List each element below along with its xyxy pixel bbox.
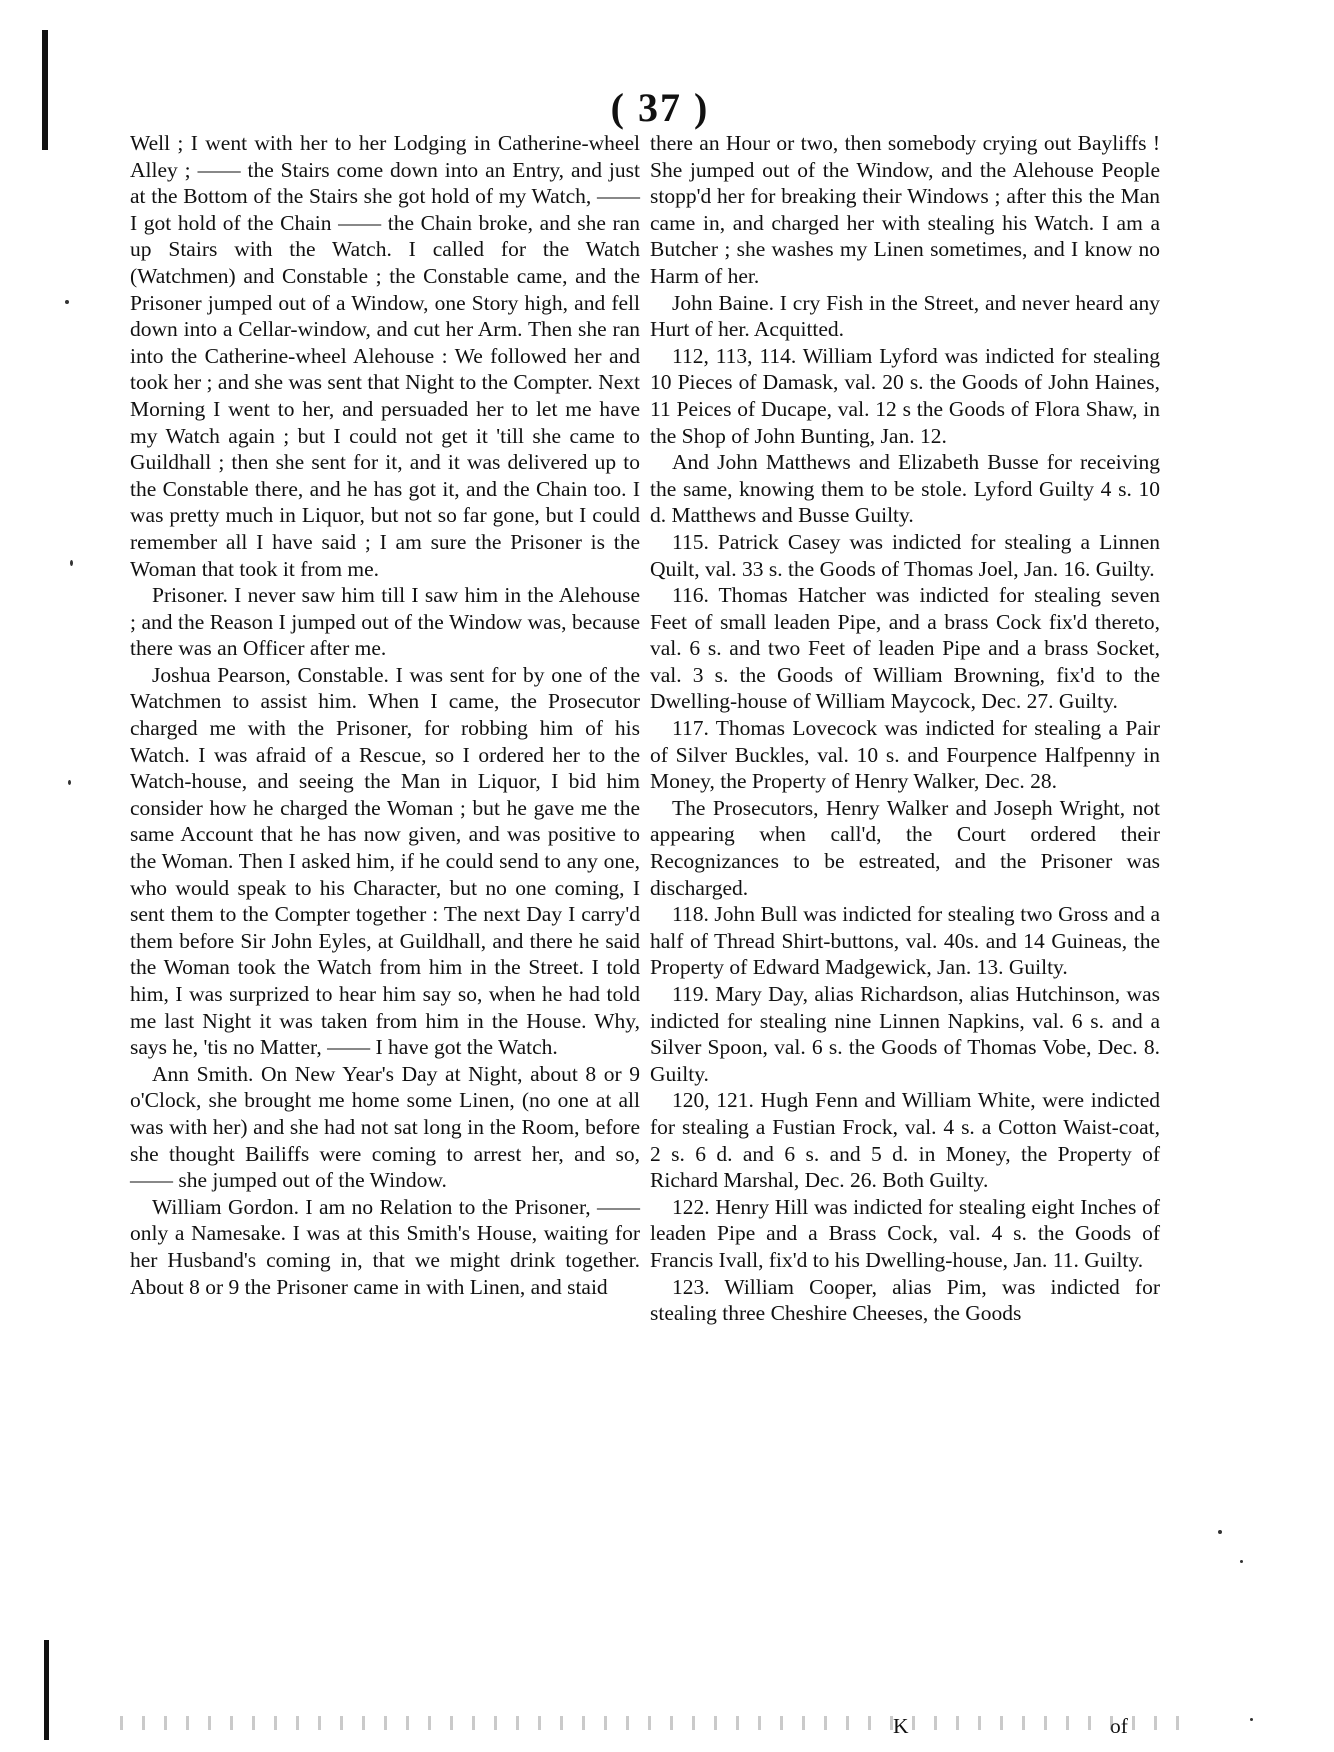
paragraph: 118. John Bull was indicted for stealing two Gross and a half of Thread Shirt-buttons, val. 40s. and 14 Guineas, the Property of Edward Madgewick, Jan. 13. Guilty. bbox=[650, 902, 1160, 980]
paragraph: 122. Henry Hill was indicted for stealing eight Inches of leaden Pipe and a Brass Cock, val. 4 s. the Goods of Francis Ivall, fix'd to his Dwelling-house, Jan. 11. Guilty. bbox=[650, 1194, 1160, 1272]
left-column bbox=[130, 130, 640, 1300]
paragraph: 116. Thomas Hatcher was indicted for stealing seven Feet of small leaden Pipe, and a brass Cock fix'd thereto, val. 6 s. and two Feet of leaden Pipe and a brass Socket, val. 3 s. the Goods of William Browning, fix'd to the Dwelling-house of William Maycock, Dec. 27. Guilty. bbox=[650, 583, 1160, 714]
paragraph: Prisoner. I never saw him till I saw him in the Alehouse ; and the Reason I jumped out of the Window was, because there was an Officer after me. bbox=[130, 583, 640, 661]
paragraph: 117. Thomas Lovecock was indicted for stealing a Pair of Silver Buckles, val. 10 s. and Fourpence Halfpenny in Money, the Property of Henry Walker, Dec. 28. bbox=[650, 716, 1160, 794]
paragraph: The Prosecutors, Henry Walker and Joseph Wright, not appearing when call'd, the Court ordered their Recognizances to be estreated, and the Prisoner was discharged. bbox=[650, 795, 1160, 900]
scan-speck bbox=[1250, 1718, 1253, 1721]
paragraph: Well ; I went with her to her Lodging in Catherine-wheel Alley ; —— the Stairs come down into an Entry, and just at the Bottom of the Stairs she got hold of my Watch, —— I got hold of the Chain —— the Chain broke, and she ran up Stairs with the Watch. I called for the Watch (Watchmen) and Constable ; the Constable came, and the Prisoner jumped out of a Window, one Story high, and fell down into a Cellar-window, and cut her Arm. Then she ran into the Catherine-wheel Alehouse : We followed her and took her ; and she was sent that Night to the Compter. Next Morning I went to her, and persuaded her to let me have my Watch again ; but I could not get it 'till she came to Guildhall ; then she sent for it, and it was delivered up to the Constable there, and he has got it, and the Chain too. I was pretty much in Liquor, but not so far gone, but I could remember all I have said ; I am sure the Prisoner is the Woman that took it from me. bbox=[130, 131, 640, 581]
scan-speck bbox=[70, 560, 73, 566]
paragraph: 115. Patrick Casey was indicted for stealing a Linnen Quilt, val. 33 s. the Goods of Thomas Joel, Jan. 16. Guilty. bbox=[650, 529, 1160, 581]
binding-edge-mark bbox=[42, 30, 48, 150]
scan-speck bbox=[1218, 1530, 1222, 1534]
paragraph: Joshua Pearson, Constable. I was sent for by one of the Watchmen to assist him. When I came, the Prosecutor charged me with the Prisoner, for robbing him of his Watch. I was afraid of a Rescue, so I ordered her to the Watch-house, and seeing the Man in Liquor, I bid him consider how he charged the Woman ; but he gave me the same Account that he has now given, and was positive to the Woman. Then I asked him, if he could send to any one, who would speak to his Character, but no one coming, I sent them to the Compter together : The next Day I carry'd them before Sir John Eyles, at Guildhall, and there he said the Woman took the Watch from him in the Street. I told him, I was surprized to hear him say so, when he had told me last Night it was taken from him in the House. Why, says he, 'tis no Matter, —— I have got the Watch. bbox=[130, 662, 640, 1060]
paragraph: John Baine. I cry Fish in the Street, and never heard any Hurt of her. Acquitted. bbox=[650, 290, 1160, 342]
paragraph: 123. William Cooper, alias Pim, was indicted for stealing three Cheshire Cheeses, the Goods bbox=[650, 1274, 1160, 1326]
signature-mark: K bbox=[893, 1714, 909, 1738]
paragraph: And John Matthews and Elizabeth Busse for receiving the same, knowing them to be stole. Lyford Guilty 4 s. 10 d. Matthews and Busse Guilty. bbox=[650, 450, 1160, 528]
page-number: ( 37 ) bbox=[610, 85, 710, 130]
scan-speck bbox=[65, 300, 69, 304]
paragraph: there an Hour or two, then somebody crying out Bayliffs ! She jumped out of the Window, and the Alehouse People stopp'd her for breaking their Windows ; after this the Man came in, and charged her with stealing his Watch. I am a Butcher ; she washes my Linen sometimes, and I know no Harm of her. bbox=[650, 131, 1160, 288]
scan-speck bbox=[1240, 1560, 1243, 1563]
binding-edge-mark bbox=[44, 1640, 49, 1740]
paragraph: 120, 121. Hugh Fenn and William White, were indicted for stealing a Fustian Frock, val. 4 s. a Cotton Waist-coat, 2 s. 6 d. and 6 s. and 5 d. in Money, the Property of Richard Marshal, Dec. 26. Both Guilty. bbox=[650, 1088, 1160, 1193]
catchword: of bbox=[1110, 1714, 1128, 1738]
paragraph: 112, 113, 114. William Lyford was indicted for stealing 10 Pieces of Damask, val. 20 s. the Goods of John Haines, 11 Peices of Ducape, val. 12 s the Goods of Flora Shaw, in the Shop of John Bunting, Jan. 12. bbox=[650, 343, 1160, 448]
paragraph: William Gordon. I am no Relation to the Prisoner, —— only a Namesake. I was at this Smith's House, waiting for her Husband's coming in, that we might drink together. About 8 or 9 the Prisoner came in with Linen, and staid bbox=[130, 1194, 640, 1299]
right-column bbox=[650, 130, 1160, 1327]
paragraph: Ann Smith. On New Year's Day at Night, about 8 or 9 o'Clock, she brought me home some Linen, (no one at all was with her) and she had not sat long in the Room, before she thought Bailiffs were coming to arrest her, and so, —— she jumped out of the Window. bbox=[130, 1061, 640, 1193]
scan-noise-strip bbox=[120, 1716, 1180, 1730]
paragraph: 119. Mary Day, alias Richardson, alias Hutchinson, was indicted for stealing nine Linnen Napkins, val. 6 s. and a Silver Spoon, val. 6 s. the Goods of Thomas Vobe, Dec. 8. Guilty. bbox=[650, 982, 1160, 1086]
scan-speck bbox=[68, 780, 71, 785]
